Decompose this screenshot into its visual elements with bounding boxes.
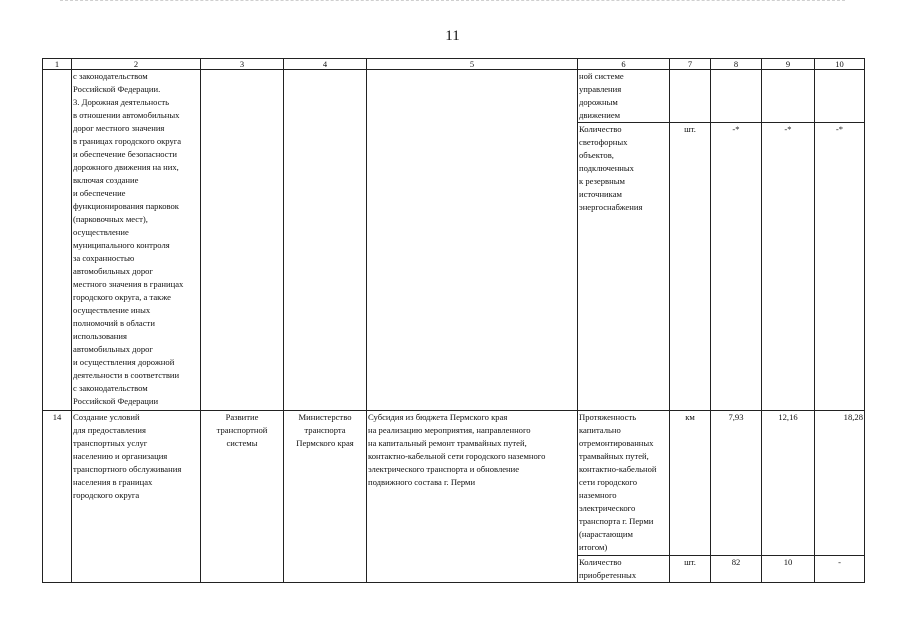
measure-cell: Субсидия из бюджета Пермского края на реализацию мероприятия, направленного на капитальный ремонт трамвайных путей, контактно-кабельной сети городского наземного электрического транспорта и обновление подвижного состава г. Перми xyxy=(367,411,578,583)
table-row xyxy=(43,70,865,123)
unit-cell: шт. xyxy=(670,556,711,583)
value-cell: - xyxy=(815,556,865,583)
value-cell: -* xyxy=(711,123,762,411)
page-number: 11 xyxy=(445,28,460,44)
indicator-name: Количество приобретенных xyxy=(578,556,670,583)
program-cell: Развитие транспортной системы xyxy=(201,411,284,583)
row-number-cell: 14 xyxy=(43,411,72,583)
administrator-cell: Министерство транспорта Пермского края xyxy=(284,411,367,583)
top-edge-line xyxy=(60,0,845,2)
value-cell xyxy=(762,70,815,123)
value-cell: 12,16 xyxy=(762,411,815,556)
program-table xyxy=(42,58,865,583)
indicator-name: ной системе управления дорожным движением xyxy=(578,70,670,123)
unit-cell xyxy=(670,70,711,123)
row-number-cell xyxy=(43,70,72,411)
value-cell: -* xyxy=(762,123,815,411)
value-cell: 10 xyxy=(762,556,815,583)
unit-cell: км xyxy=(670,411,711,556)
value-cell: -* xyxy=(815,123,865,411)
task-description: Создание условий для предоставления транспортных услуг населению и организация транспортного обслуживания населения в границах городского округа xyxy=(72,411,201,583)
column-header: 2 xyxy=(72,59,201,70)
unit-cell: шт. xyxy=(670,123,711,411)
value-cell xyxy=(711,70,762,123)
indicator-name: Количество светофорных объектов, подключенных к резервным источникам энергоснабжения xyxy=(578,123,670,411)
column-numbers-row xyxy=(43,59,865,70)
value-cell: 82 xyxy=(711,556,762,583)
value-cell: 7,93 xyxy=(711,411,762,556)
value-cell: 18,28 xyxy=(815,411,865,556)
column-header: 3 xyxy=(201,59,284,70)
value-cell xyxy=(815,70,865,123)
measure-cell xyxy=(367,70,578,411)
column-header: 7 xyxy=(670,59,711,70)
column-header: 9 xyxy=(762,59,815,70)
task-description: с законодательством Российской Федерации. 3. Дорожная деятельность в отношении автомобильных дорог местного значения в границах городского округа и обеспечение безопасности дорожного движения на них, включая создание и обеспечение функционирования парковок (парковочных мест), осуществление муниципального контроля за сохранностью автомобильных дорог местного значения в границах городского округа, а также осуществление иных полномочий в области использования автомобильных дорог и осуществления дорожной деятельности в соответствии с законодательством Российской Федерации xyxy=(72,70,201,411)
administrator-cell xyxy=(284,70,367,411)
column-header: 1 xyxy=(43,59,72,70)
indicator-name: Протяженность капитально отремонтированных трамвайных путей, контактно-кабельной сети городского наземного электрического транспорта г. Перми (нарастающим итогом) xyxy=(578,411,670,556)
column-header: 4 xyxy=(284,59,367,70)
column-header: 8 xyxy=(711,59,762,70)
column-header: 6 xyxy=(578,59,670,70)
column-header: 5 xyxy=(367,59,578,70)
program-cell xyxy=(201,70,284,411)
table-row xyxy=(43,411,865,556)
column-header: 10 xyxy=(815,59,865,70)
